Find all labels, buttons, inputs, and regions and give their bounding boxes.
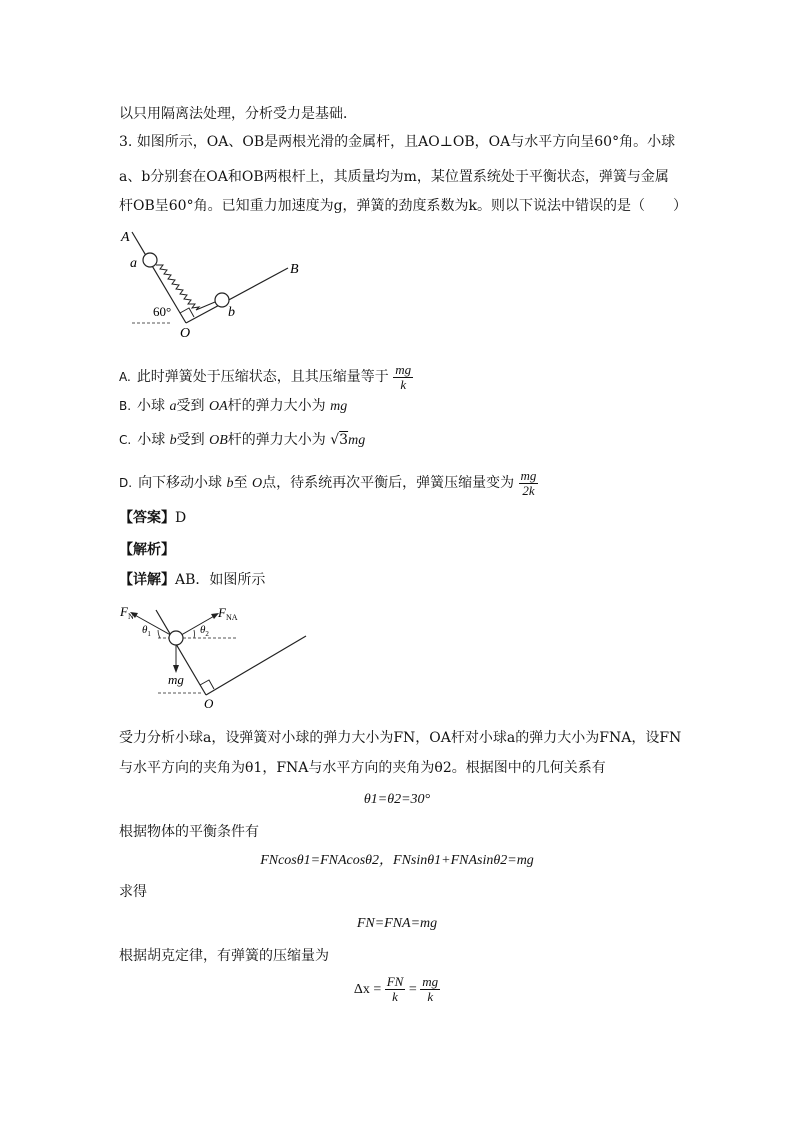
label-mg: mg (168, 672, 184, 687)
option-b: B. 小球 a受到 OA杆的弹力大小为 mg (119, 398, 348, 414)
answer-line: 【答案】D (119, 510, 187, 526)
question-stem-text-1: 如图所示，OA、OB是两根光滑的金属杆，且AO⊥OB，OA与水平方向呈60°角。小球 (136, 134, 676, 150)
label-angle: 60° (153, 304, 172, 319)
question-stem-line-3: 杆OB呈60°角。已知重力加速度为g，弹簧的劲度系数为k。则以下说法中错误的是（ ） (119, 198, 688, 214)
question-number: 3. (119, 134, 133, 150)
result-text: 求得 (119, 884, 147, 900)
option-c: C. 小球 b受到 OB杆的弹力大小为 √3mg (119, 432, 366, 448)
label-A: A (121, 230, 130, 245)
label-theta1: $\theta_1$ (142, 624, 151, 638)
ball-a (143, 253, 157, 267)
equation-4: Δx = $\frac{FN}{k}$ = $\frac{mg}{k}$ (353, 974, 439, 1005)
label-O: O (180, 326, 191, 341)
option-d-fraction: $\frac{mg}{2k}$ (520, 467, 537, 498)
equation-3: FN=FNA=mg (356, 916, 438, 931)
label-B: B (290, 262, 299, 277)
label-b: b (228, 305, 235, 320)
analysis-label: 【解析】 (119, 542, 175, 558)
label-a: a (130, 256, 137, 271)
question-stem-line-2: a、b分别套在OA和OB两根杆上，其质量均为m，某位置系统处于平衡状态，弹簧与金属 (119, 169, 669, 185)
label-FNA: $F_{NA}$ (218, 605, 238, 622)
label-FN: $F_N$ (120, 604, 134, 621)
hooke-text: 根据胡克定律，有弹簧的压缩量为 (119, 948, 329, 964)
explanation-line-1: 受力分析小球a，设弹簧对小球的弹力大小为FN，OA杆对小球a的弹力大小为FNA，设FN (119, 730, 682, 746)
figure-force-diagram (118, 600, 318, 710)
ball-a-force (169, 631, 183, 645)
equation-1: θ1=θ2=30° (363, 792, 431, 807)
sqrt-symbol: √3 (330, 432, 349, 448)
lead-text: 以只用隔离法处理，分析受力是基础． (119, 106, 357, 122)
detail-line: 【详解】AB．如图所示 (119, 572, 266, 588)
figure-rods-spring (118, 224, 318, 344)
explanation-line-2: 与水平方向的夹角为θ1，FNA与水平方向的夹角为θ2。根据图中的几何关系有 (119, 760, 606, 776)
condition-text: 根据物体的平衡条件有 (119, 824, 259, 840)
answer-value: D (175, 510, 187, 526)
label-theta2: $\theta_2$ (200, 624, 209, 638)
label-O2: O (204, 696, 214, 710)
option-a: A. 此时弹簧处于压缩状态，且其压缩量等于 $\frac{mg}{k}$ (119, 361, 412, 392)
option-a-fraction: $\frac{mg}{k}$ (395, 361, 412, 392)
option-d: D. 向下移动小球 b至 O点，待系统再次平衡后，弹簧压缩量变为 $\frac{mg}{2k}$ (119, 467, 537, 498)
question-stem-line-1 (119, 132, 675, 152)
ball-b (215, 293, 229, 307)
equation-2: FNcosθ1=FNAcosθ2，FNsinθ1+FNAsinθ2=mg (260, 853, 534, 868)
